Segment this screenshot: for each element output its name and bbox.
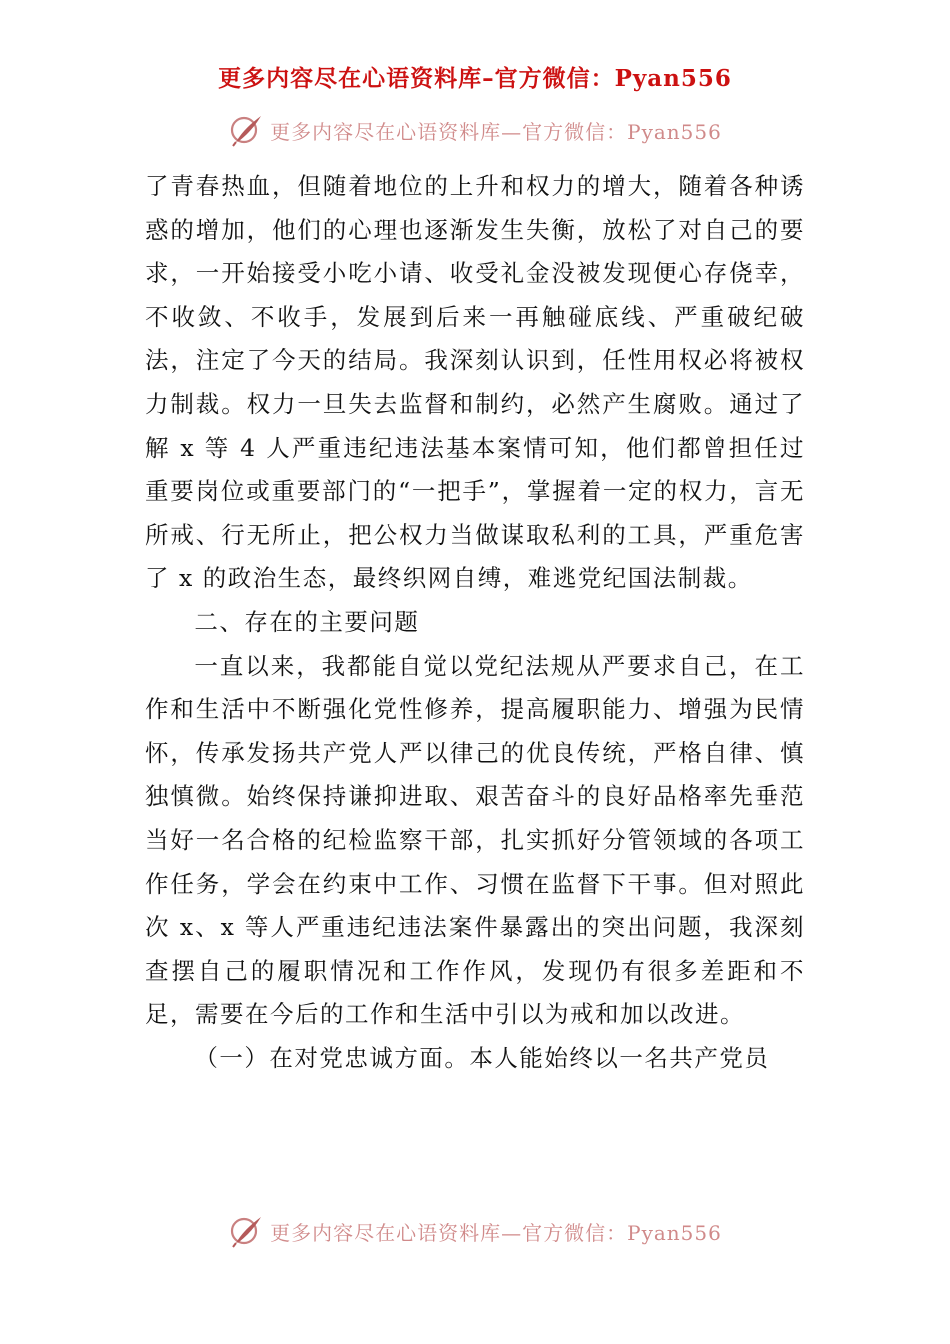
- feather-pen-logo-icon: [228, 1213, 264, 1249]
- watermark-bottom: [0, 1211, 950, 1251]
- feather-pen-logo-icon: [228, 112, 264, 148]
- watermark-text: 更多内容尽在心语资料库—官方微信：Pyan556: [270, 119, 722, 144]
- subsection-heading: （一）在对党忠诚方面。本人能始终以一名共产党员: [194, 1043, 770, 1072]
- paragraph-continued: 了青春热血，但随着地位的上升和权力的增大，随着各种诱惑的增加，他们的心理也逐渐发生失衡，放松了对自己的要求，一开始接受小吃小请、收受礼金没被发现便心存侥幸，不收敛、不收手，发展到后来一再触碰底线、严重破纪破法，注定了今天的结局。我深刻认识到，任性用权必将被权力制裁。权力一旦失去监督和制约，必然产生腐败。通过了解 x 等 4 人严重违纪违法基本案情可知，他们都曾担任过重要岗位或重要部门的“一把手”，掌握着一定的权力，言无所戒、行无所止，把公权力当做谋取私利的工具，严重危害了 x 的政治生态，最终织网自缚，难逃党纪国法制裁。: [145, 172, 805, 593]
- watermark-top: [0, 110, 950, 150]
- paragraph: 一直以来，我都能自觉以党纪法规从严要求自己，在工作和生活中不断强化党性修养，提高履职能力、增强为民情怀，传承发扬共产党人严以律己的优良传统，严格自律、慎独慎微。始终保持谦抑进取、艰苦奋斗的良好品格率先垂范当好一名合格的纪检监察干部，扎实抓好分管领域的各项工作任务，学会在约束中工作、习惯在监督下干事。但对照此次 x、x 等人严重违纪违法案件暴露出的突出问题，我深刻查摆自己的履职情况和工作作风，发现仍有很多差距和不足，需要在今后的工作和生活中引以为戒和加以改进。: [145, 651, 805, 1029]
- document-body: [145, 165, 805, 1080]
- section-heading: 二、存在的主要问题: [194, 607, 420, 636]
- watermark-text: 更多内容尽在心语资料库—官方微信：Pyan556: [270, 1220, 722, 1245]
- header-banner: 更多内容尽在心语资料库–官方微信：Pyan556: [218, 65, 732, 92]
